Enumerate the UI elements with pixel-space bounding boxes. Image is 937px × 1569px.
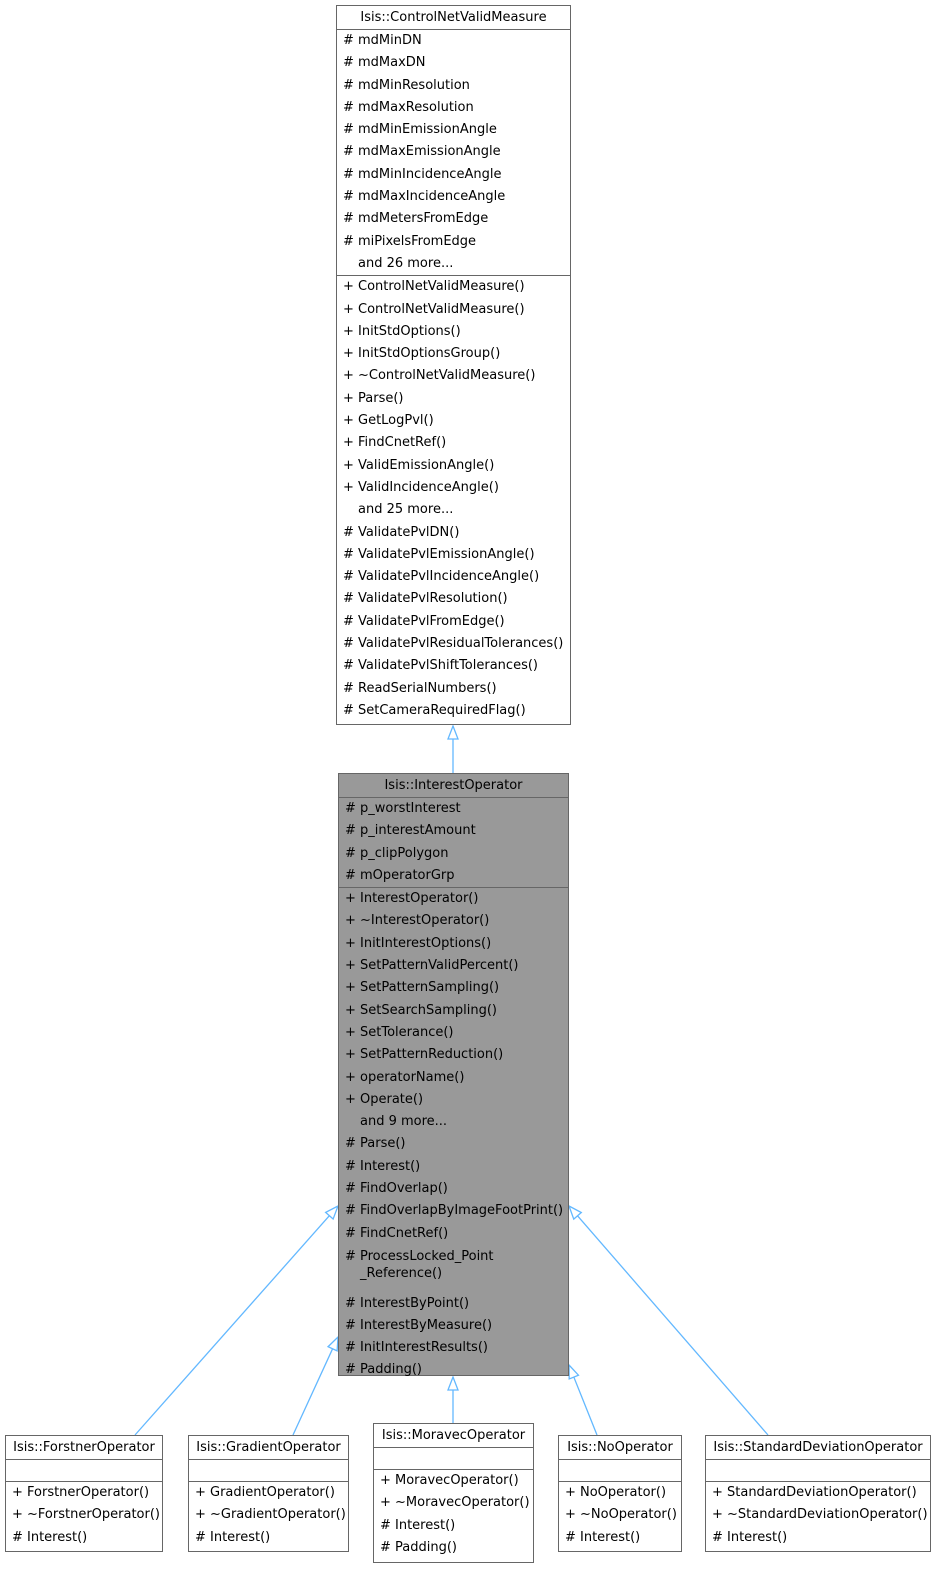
member-name: ValidIncidenceAngle() [358,479,499,495]
visibility-marker: # [343,189,354,205]
visibility-marker: + [712,1507,723,1523]
member-row [337,321,570,343]
member-row [339,1044,568,1066]
visibility-marker: # [345,1340,356,1356]
member-row [337,633,570,655]
member-name: InitStdOptions() [358,323,461,339]
visibility-marker: # [343,122,354,138]
member-row [339,1089,568,1111]
member-name: Interest() [210,1529,271,1545]
visibility-marker: + [380,1473,391,1488]
member-row [339,865,568,887]
member-name: Padding() [360,1362,422,1378]
edge-interestoperator-to-controlnetvalidmeasure [448,726,458,773]
member-name: Interest() [360,1158,421,1174]
member-name: Interest() [395,1517,456,1533]
class-attributes [706,1460,930,1482]
visibility-marker: + [343,435,354,451]
member-row [6,1504,162,1526]
member-name: ValidatePvlShiftTolerances() [358,658,538,674]
member-row [337,477,570,499]
visibility-marker: # [712,1529,723,1545]
class-title: Isis::InterestOperator [339,774,568,798]
member-name: mdMinDN [358,33,422,48]
member-row [337,253,570,275]
member-row [337,522,570,544]
visibility-marker: + [345,980,356,996]
member-name: ControlNetValidMeasure() [358,301,525,317]
class-methods [559,1482,681,1549]
class-box-moravecoperator[interactable] [373,1423,534,1563]
member-name: GradientOperator() [210,1485,335,1500]
member-name: Interest() [727,1529,788,1545]
visibility-marker: # [345,823,356,839]
member-row [337,343,570,365]
member-row [337,655,570,677]
member-row [337,97,570,119]
visibility-marker: + [343,413,354,429]
visibility-marker: # [343,55,354,71]
member-row [559,1527,681,1549]
class-methods [339,888,568,1382]
visibility-marker: + [345,1047,356,1063]
member-row [339,820,568,842]
member-row [339,910,568,932]
member-row [339,1156,568,1178]
member-row [337,410,570,432]
member-name: FindCnetRef() [358,435,447,451]
member-row [339,1223,568,1245]
edge-nooperator-to-interestoperator [569,1365,597,1435]
member-name: InterestByMeasure() [360,1317,493,1333]
member-name: mdMaxEmissionAngle [358,144,501,160]
class-box-gradientoperator[interactable] [188,1435,349,1552]
member-name: SetPatternSampling() [360,980,500,996]
visibility-marker: # [345,1158,356,1174]
visibility-marker: # [343,636,354,652]
visibility-marker: # [345,1203,356,1219]
member-row [337,208,570,230]
member-name: SetTolerance() [360,1024,454,1040]
member-name: ValidatePvlDN() [358,524,460,540]
member-name: InitInterestOptions() [360,935,492,951]
member-row [337,52,570,74]
member-row [339,1337,568,1359]
member-name: SetSearchSampling() [360,1002,498,1018]
member-row [374,1470,533,1492]
member-name: p_interestAmount [360,823,476,839]
member-name: ~GradientOperator() [210,1507,346,1523]
class-attributes [189,1460,348,1482]
visibility-marker: # [343,77,354,93]
member-name: ~ForstnerOperator() [27,1507,160,1523]
member-row [706,1482,930,1504]
member-row [337,455,570,477]
member-row [337,30,570,52]
class-title: Isis::ControlNetValidMeasure [337,6,570,30]
member-row [339,933,568,955]
visibility-marker: + [345,913,356,929]
visibility-marker: # [343,233,354,249]
class-methods [374,1470,533,1559]
member-row [337,544,570,566]
edge-stddev-to-interestoperator [569,1206,768,1435]
visibility-marker: + [345,1069,356,1085]
member-row [337,276,570,298]
member-name: ValidEmissionAngle() [358,457,495,473]
class-methods [706,1482,930,1549]
member-name: SetCameraRequiredFlag() [358,702,526,718]
member-name: mdMinResolution [358,77,470,93]
member-row [337,299,570,321]
member-row [339,1067,568,1089]
visibility-marker: # [345,801,356,816]
class-box-interestoperator[interactable] [338,773,569,1376]
class-box-standarddeviationoperator[interactable] [705,1435,931,1552]
edge-moravec-to-interestoperator [448,1377,458,1423]
member-row [339,1133,568,1155]
visibility-marker: + [712,1485,723,1500]
member-row [337,566,570,588]
member-row [706,1527,930,1549]
member-name: operatorName() [360,1069,465,1085]
member-row [189,1527,348,1549]
class-methods [337,276,570,722]
visibility-marker: + [345,958,356,974]
visibility-marker: # [345,845,356,861]
member-row [6,1527,162,1549]
visibility-marker: + [380,1495,391,1511]
visibility-marker: + [343,301,354,317]
visibility-marker: # [345,1317,356,1333]
member-name: Interest() [27,1529,88,1545]
member-name: ReadSerialNumbers() [358,680,497,696]
class-attributes [339,798,568,888]
visibility-marker: # [345,1248,356,1264]
class-methods [189,1482,348,1549]
member-row [339,843,568,865]
member-name: miPixelsFromEdge [358,233,477,249]
visibility-marker: # [343,546,354,562]
visibility-marker: # [345,1362,356,1378]
member-row [339,1245,568,1293]
class-title: Isis::StandardDeviationOperator [706,1436,930,1460]
visibility-marker: + [343,279,354,295]
member-name: MoravecOperator() [395,1473,519,1488]
visibility-marker: # [565,1529,576,1545]
visibility-marker: + [343,346,354,362]
member-row [374,1537,533,1559]
visibility-marker: # [343,569,354,585]
member-name: p_clipPolygon [360,845,449,861]
visibility-marker: + [343,457,354,473]
member-name: mOperatorGrp [360,867,455,883]
member-row [339,1111,568,1133]
member-name: mdMaxResolution [358,99,474,115]
member-row [337,432,570,454]
member-row [339,1293,568,1315]
visibility-marker: # [12,1529,23,1545]
member-name: Interest() [580,1529,641,1545]
member-name: ValidatePvlResidualTolerances() [358,636,564,652]
member-name: mdMaxIncidenceAngle [358,189,506,205]
member-name: Operate() [360,1091,424,1107]
visibility-marker: # [343,211,354,227]
visibility-marker: # [380,1539,391,1555]
member-name: Padding() [395,1539,457,1555]
member-row [339,1178,568,1200]
member-name: InterestByPoint() [360,1295,470,1311]
class-methods [6,1482,162,1549]
visibility-marker: # [343,166,354,182]
member-name: SetPatternReduction() [360,1047,504,1063]
member-row [339,1200,568,1222]
member-row [337,611,570,633]
visibility-marker: # [345,1295,356,1311]
member-row [339,1359,568,1381]
edge-gradient-to-interestoperator [293,1337,338,1435]
member-row [339,798,568,820]
visibility-marker: # [343,658,354,674]
class-title: Isis::ForstnerOperator [6,1436,162,1460]
visibility-marker: + [343,323,354,339]
member-row [339,888,568,910]
member-row [339,977,568,999]
visibility-marker: + [345,1024,356,1040]
member-name: ~StandardDeviationOperator() [727,1507,928,1523]
member-name: ControlNetValidMeasure() [358,279,525,295]
member-name: GetLogPvl() [358,413,434,429]
visibility-marker: # [343,680,354,696]
member-row [339,1315,568,1337]
member-name: Parse() [360,1136,406,1152]
visibility-marker: + [343,390,354,406]
member-name: FindOverlapByImageFootPrint() [360,1203,564,1219]
class-box-controlnetvalidmeasure[interactable] [336,5,571,725]
member-name: FindOverlap() [360,1181,448,1197]
visibility-marker: + [345,891,356,907]
member-row [337,678,570,700]
member-name: ValidatePvlEmissionAngle() [358,546,535,562]
member-row [6,1482,162,1504]
visibility-marker: + [345,1091,356,1107]
member-row [339,955,568,977]
member-name: mdMinEmissionAngle [358,122,497,138]
member-row [337,588,570,610]
member-row [337,365,570,387]
visibility-marker: + [195,1507,206,1523]
member-row [337,499,570,521]
visibility-marker: + [345,935,356,951]
visibility-marker: # [345,1225,356,1241]
member-row [189,1504,348,1526]
member-name: ValidatePvlIncidenceAngle() [358,569,540,585]
visibility-marker: + [343,368,354,384]
class-attributes [559,1460,681,1482]
member-name: mdMetersFromEdge [358,211,489,227]
member-name: ~InterestOperator() [360,913,490,929]
member-row [189,1482,348,1504]
visibility-marker: + [565,1507,576,1523]
member-name: and 26 more... [358,255,454,271]
visibility-marker: # [343,33,354,48]
visibility-marker: + [565,1485,576,1500]
member-row [337,75,570,97]
visibility-marker: + [12,1507,23,1523]
member-name: Parse() [358,390,404,406]
member-name: NoOperator() [580,1485,667,1500]
member-row [337,231,570,253]
class-title: Isis::NoOperator [559,1436,681,1460]
member-row [339,1022,568,1044]
class-box-forstneroperator[interactable] [5,1435,163,1552]
member-name: ~ControlNetValidMeasure() [358,368,536,384]
visibility-marker: # [343,702,354,718]
visibility-marker: # [343,524,354,540]
member-name: ForstnerOperator() [27,1485,150,1500]
class-box-nooperator[interactable] [558,1435,682,1552]
edge-forstner-to-interestoperator [135,1206,338,1435]
member-name: InterestOperator() [360,891,479,907]
member-name: SetPatternValidPercent() [360,958,519,974]
visibility-marker: # [380,1517,391,1533]
member-row [337,700,570,722]
member-name: mdMinIncidenceAngle [358,166,502,182]
class-title: Isis::GradientOperator [189,1436,348,1460]
member-row [337,388,570,410]
member-row [374,1492,533,1514]
visibility-marker: + [345,1002,356,1018]
visibility-marker: # [345,1136,356,1152]
member-row [337,164,570,186]
class-attributes [374,1448,533,1470]
member-name: ValidatePvlFromEdge() [358,613,505,629]
member-name: p_worstInterest [360,801,461,816]
member-name: ValidatePvlResolution() [358,591,508,607]
member-row [337,119,570,141]
visibility-marker: # [343,613,354,629]
member-row [706,1504,930,1526]
member-row [337,141,570,163]
member-name: InitStdOptionsGroup() [358,346,501,362]
member-name: ~MoravecOperator() [395,1495,530,1511]
member-name: InitInterestResults() [360,1340,488,1356]
member-name: StandardDeviationOperator() [727,1485,917,1500]
visibility-marker: # [343,591,354,607]
member-name: ProcessLocked_Point _Reference() [360,1248,494,1281]
member-name: FindCnetRef() [360,1225,449,1241]
member-name: and 9 more... [360,1114,448,1130]
member-row [339,1000,568,1022]
member-row [374,1515,533,1537]
class-attributes [6,1460,162,1482]
visibility-marker: # [343,144,354,160]
visibility-marker: # [195,1529,206,1545]
visibility-marker: # [343,99,354,115]
member-name: mdMaxDN [358,55,426,71]
member-row [559,1482,681,1504]
class-attributes [337,30,570,276]
class-title: Isis::MoravecOperator [374,1424,533,1448]
visibility-marker: + [12,1485,23,1500]
visibility-marker: + [195,1485,206,1500]
member-row [337,186,570,208]
member-row [559,1504,681,1526]
visibility-marker: + [343,479,354,495]
member-name: and 25 more... [358,502,454,518]
visibility-marker: # [345,867,356,883]
visibility-marker: # [345,1181,356,1197]
member-name: ~NoOperator() [580,1507,677,1523]
